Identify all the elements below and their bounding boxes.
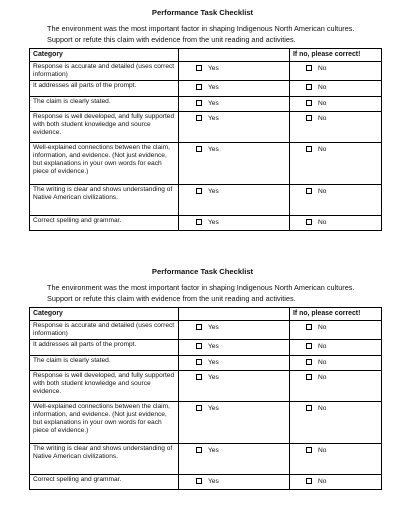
no-option[interactable] [293, 476, 378, 486]
no-option[interactable] [293, 113, 378, 123]
no-cell [290, 111, 382, 142]
no-option[interactable] [293, 341, 378, 351]
no-cell [290, 401, 382, 443]
no-cell [290, 215, 382, 230]
prompt-line-2: Support or refute this claim with evidence from the unit reading and activities. [47, 35, 296, 44]
no-label: No [318, 358, 327, 366]
yes-cell [179, 96, 290, 111]
checkbox-icon[interactable] [306, 447, 312, 453]
yes-option[interactable] [182, 357, 286, 367]
no-cell [290, 142, 382, 184]
checkbox-icon[interactable] [196, 374, 202, 380]
no-label: No [318, 477, 327, 485]
yes-label: Yes [208, 83, 219, 91]
yes-label: Yes [208, 404, 219, 412]
no-option[interactable] [293, 445, 378, 455]
no-cell [290, 355, 382, 370]
yes-label: Yes [208, 358, 219, 366]
header-row [30, 308, 382, 321]
yes-cell [179, 443, 290, 474]
header-row [30, 49, 382, 62]
checklist-table [29, 307, 382, 490]
no-option[interactable] [293, 98, 378, 108]
category-cell: The writing is clear and shows understanding of Native American civilizations. [30, 184, 179, 215]
category-cell: Well-explained connections between the claim, information, and evidence. (Not just evidence, but explanations in your own words for each piece of evidence.) [30, 401, 179, 443]
checkbox-icon[interactable] [196, 188, 202, 194]
checkbox-icon[interactable] [196, 405, 202, 411]
category-cell: The claim is clearly stated. [30, 96, 179, 111]
checkbox-icon[interactable] [196, 65, 202, 71]
yes-option[interactable] [182, 341, 286, 351]
category-cell: Response is accurate and detailed (uses correct information) [30, 62, 179, 81]
category-header: Category [30, 308, 179, 321]
checkbox-icon[interactable] [306, 405, 312, 411]
checkbox-icon[interactable] [196, 359, 202, 365]
no-cell [290, 474, 382, 489]
no-label: No [318, 187, 327, 195]
no-cell [290, 370, 382, 401]
table-row [30, 401, 382, 443]
yes-label: Yes [208, 187, 219, 195]
yes-option[interactable] [182, 476, 286, 486]
yes-label: Yes [208, 373, 219, 381]
yes-label: Yes [208, 446, 219, 454]
yes-label: Yes [208, 145, 219, 153]
category-cell: Response is well developed, and fully supported with both student knowledge and source evidence. [30, 111, 179, 142]
no-label: No [318, 83, 327, 91]
no-option[interactable] [293, 144, 378, 154]
table-row [30, 96, 382, 111]
no-cell [290, 321, 382, 340]
yes-option[interactable] [182, 186, 286, 196]
no-cell [290, 62, 382, 81]
no-label: No [318, 342, 327, 350]
yes-cell [179, 401, 290, 443]
yes-cell [179, 215, 290, 230]
yes-label: Yes [208, 477, 219, 485]
category-cell: It addresses all parts of the prompt. [30, 339, 179, 355]
checkbox-icon[interactable] [196, 324, 202, 330]
prompt-line-2: Support or refute this claim with evidence from the unit reading and activities. [47, 294, 296, 303]
checkbox-icon[interactable] [196, 100, 202, 106]
no-label: No [318, 145, 327, 153]
yes-label: Yes [208, 342, 219, 350]
no-label: No [318, 373, 327, 381]
checkbox-icon[interactable] [196, 84, 202, 90]
no-cell [290, 443, 382, 474]
no-label: No [318, 99, 327, 107]
checkbox-icon[interactable] [306, 188, 312, 194]
checkbox-icon[interactable] [196, 343, 202, 349]
table-row [30, 80, 382, 96]
checkbox-icon[interactable] [196, 478, 202, 484]
category-cell: The claim is clearly stated. [30, 355, 179, 370]
no-option[interactable] [293, 82, 378, 92]
no-cell [290, 184, 382, 215]
yes-cell [179, 62, 290, 81]
checkbox-icon[interactable] [306, 146, 312, 152]
category-header: Category [30, 49, 179, 62]
no-option[interactable] [293, 372, 378, 382]
table-row [30, 142, 382, 184]
correction-header: If no, please correct! [290, 49, 382, 62]
yes-option[interactable] [182, 445, 286, 455]
checkbox-icon[interactable] [306, 324, 312, 330]
table-row [30, 355, 382, 370]
no-label: No [318, 114, 327, 122]
checkbox-icon[interactable] [306, 115, 312, 121]
checkbox-icon[interactable] [196, 219, 202, 225]
checklist-title: Performance Task Checklist [151, 267, 254, 276]
yes-label: Yes [208, 99, 219, 107]
prompt-line-1: The environment was the most important factor in shaping Indigenous North American cultures. [47, 24, 355, 33]
checklist-title: Performance Task Checklist [151, 8, 254, 17]
no-cell [290, 80, 382, 96]
yes-label: Yes [208, 218, 219, 226]
checkbox-icon[interactable] [306, 84, 312, 90]
table-row [30, 321, 382, 340]
category-cell: Correct spelling and grammar. [30, 215, 179, 230]
table-row [30, 111, 382, 142]
yes-option[interactable] [182, 217, 286, 227]
no-option[interactable] [293, 403, 378, 413]
no-label: No [318, 446, 327, 454]
yes-option[interactable] [182, 98, 286, 108]
no-cell [290, 96, 382, 111]
checkbox-icon[interactable] [196, 146, 202, 152]
category-cell: The writing is clear and shows understanding of Native American civilizations. [30, 443, 179, 474]
category-cell: Response is well developed, and fully supported with both student knowledge and source evidence. [30, 370, 179, 401]
table-row [30, 62, 382, 81]
no-option[interactable] [293, 186, 378, 196]
no-option[interactable] [293, 322, 378, 332]
yes-cell [179, 355, 290, 370]
yes-option[interactable] [182, 113, 286, 123]
checkbox-icon[interactable] [306, 374, 312, 380]
yes-option[interactable] [182, 322, 286, 332]
yes-label: Yes [208, 114, 219, 122]
table-row [30, 184, 382, 215]
response-header [179, 49, 290, 62]
correction-header: If no, please correct! [290, 308, 382, 321]
checkbox-icon[interactable] [196, 115, 202, 121]
yes-cell [179, 339, 290, 355]
table-row [30, 370, 382, 401]
table-row [30, 474, 382, 489]
no-label: No [318, 324, 327, 331]
yes-cell [179, 142, 290, 184]
checkbox-icon[interactable] [306, 219, 312, 225]
no-label: No [318, 218, 327, 226]
yes-cell [179, 80, 290, 96]
yes-label: Yes [208, 324, 219, 331]
yes-cell [179, 370, 290, 401]
checkbox-icon[interactable] [306, 100, 312, 106]
no-option[interactable] [293, 217, 378, 227]
yes-cell [179, 321, 290, 340]
checkbox-icon[interactable] [306, 359, 312, 365]
no-label: No [318, 65, 327, 72]
prompt-line-1: The environment was the most important factor in shaping Indigenous North American cultures. [47, 283, 355, 292]
yes-cell [179, 111, 290, 142]
no-option[interactable] [293, 63, 378, 73]
yes-option[interactable] [182, 82, 286, 92]
category-cell: Response is accurate and detailed (uses correct information) [30, 321, 179, 340]
checkbox-icon[interactable] [196, 447, 202, 453]
yes-label: Yes [208, 65, 219, 72]
response-header [179, 308, 290, 321]
yes-option[interactable] [182, 63, 286, 73]
table-row [30, 443, 382, 474]
yes-option[interactable] [182, 144, 286, 154]
checkbox-icon[interactable] [306, 65, 312, 71]
no-option[interactable] [293, 357, 378, 367]
category-cell: Well-explained connections between the claim, information, and evidence. (Not just evidence, but explanations in your own words for each piece of evidence.) [30, 142, 179, 184]
no-cell [290, 339, 382, 355]
category-cell: Correct spelling and grammar. [30, 474, 179, 489]
checkbox-icon[interactable] [306, 343, 312, 349]
no-label: No [318, 404, 327, 412]
category-cell: It addresses all parts of the prompt. [30, 80, 179, 96]
yes-option[interactable] [182, 403, 286, 413]
yes-cell [179, 184, 290, 215]
checkbox-icon[interactable] [306, 478, 312, 484]
yes-option[interactable] [182, 372, 286, 382]
table-row [30, 339, 382, 355]
table-row [30, 215, 382, 230]
yes-cell [179, 474, 290, 489]
checklist-table [29, 48, 382, 231]
